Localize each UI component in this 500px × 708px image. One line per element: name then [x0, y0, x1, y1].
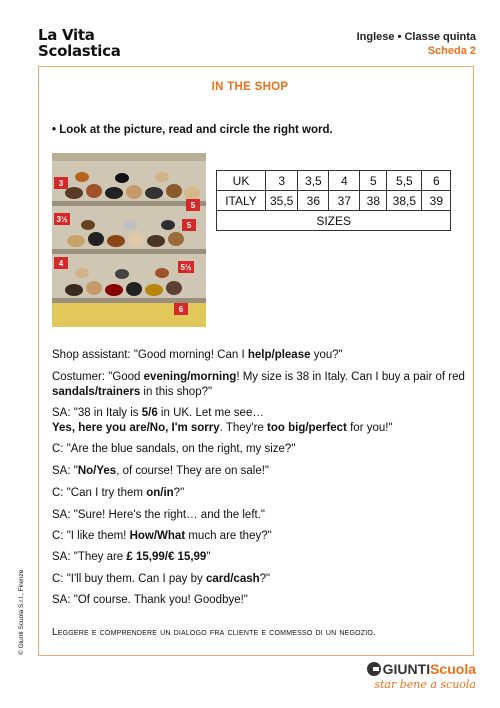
dialogue-text: C: "I'll buy them. Can I pay by — [52, 573, 206, 585]
table-cell: 37 — [329, 191, 360, 211]
sheet-header — [357, 30, 476, 58]
word-choice[interactable]: 5/6 — [141, 407, 158, 419]
dialogue-text: in UK. Let me see… — [157, 407, 264, 419]
table-cell: 3,5 — [298, 171, 329, 191]
word-choice[interactable]: help/please — [247, 349, 311, 361]
dialogue-text: you?" — [310, 349, 343, 361]
word-choice[interactable]: card/cash — [205, 573, 260, 585]
word-choice[interactable]: No/Yes — [77, 465, 117, 477]
size-tag-2: 5 — [186, 221, 192, 230]
copyright-notice: © Giunti Scuola S.r.l., Firenze — [18, 569, 25, 655]
table-cell: 36 — [298, 191, 329, 211]
instruction: • Look at the picture, read and circle the right word. — [52, 124, 333, 136]
publisher-name — [367, 661, 476, 677]
word-choice[interactable]: too big/perfect — [267, 422, 347, 434]
dialogue-text: Costumer: "Good — [52, 371, 144, 383]
size-conversion-table — [216, 170, 451, 231]
magazine-logo — [38, 27, 121, 59]
word-choice[interactable]: Yes, here you are/No, I'm sorry — [52, 422, 220, 434]
dialogue-text: , of course! They are on sale!" — [116, 465, 270, 477]
dialogue-text: ?" — [259, 573, 271, 585]
table-cell: 4 — [329, 171, 360, 191]
word-choice[interactable]: on/in — [146, 487, 174, 499]
dialogue-text: SA: "38 in Italy is — [52, 407, 142, 419]
dialogue-text: SA: " — [52, 465, 78, 477]
table-cell: ITALY — [217, 191, 266, 211]
dialogue-line-10 — [52, 572, 472, 587]
dialogue-text: much are they?" — [185, 530, 272, 542]
brand-name-1: GIUNTI — [382, 661, 431, 677]
uk-sizes-row — [217, 171, 451, 191]
worksheet-title: IN THE SHOP — [211, 81, 289, 93]
dialogue-line-3 — [52, 406, 472, 436]
dialogue-line-6 — [52, 486, 472, 501]
sizes-caption-row — [217, 211, 451, 231]
shoe-shop-photo — [52, 153, 206, 327]
dialogue-line-1 — [52, 348, 472, 363]
dialogue-text: Shop assistant: "Good morning! Can I — [52, 349, 248, 361]
table-caption: SIZES — [217, 211, 451, 231]
sheet-number: Scheda 2 — [427, 45, 476, 57]
dialogue-text: C: "Can I try them — [52, 487, 147, 499]
table-cell: 5,5 — [387, 171, 422, 191]
table-cell: 5 — [360, 171, 387, 191]
word-choice[interactable]: How/What — [129, 530, 186, 542]
dialogue-line-2 — [52, 370, 472, 400]
dialogue-text: . They're — [219, 422, 268, 434]
dialogue-line-9 — [52, 550, 472, 565]
dialogue-text: SA: "They are — [52, 551, 127, 563]
size-tag-4: 5 — [190, 201, 196, 210]
publisher-brand — [367, 661, 476, 691]
size-tag-6: 5½ — [180, 263, 192, 272]
brand-tagline: star bene a scuola — [374, 678, 476, 691]
size-tag-5: 4 — [58, 259, 64, 268]
logo-line-1: La Vita — [38, 26, 95, 44]
table-cell: 38,5 — [387, 191, 422, 211]
dialogue-text: ?" — [173, 487, 185, 499]
dialogue-line-11: SA: "Of course. Thank you! Goodbye!" — [52, 594, 248, 606]
dialogue-text: for you!" — [346, 422, 393, 434]
shoe-shelves-illustration — [52, 153, 206, 327]
table-cell: 3 — [266, 171, 298, 191]
dialogue-text: in this shop?" — [140, 386, 213, 398]
dialogue-line-4: C: "Are the blue sandals, on the right, my size?" — [52, 443, 296, 455]
subject-label: Inglese • Classe quinta — [356, 31, 476, 43]
italy-sizes-row — [217, 191, 451, 211]
logo-line-2: Scolastica — [38, 42, 121, 60]
table-cell: 6 — [422, 171, 451, 191]
dialogue-line-8 — [52, 529, 472, 544]
word-choice[interactable]: evening/morning — [143, 371, 237, 383]
dialogue-text: ! My size is 38 in Italy. Can I buy a pair of red — [236, 371, 465, 383]
table-cell: 39 — [422, 191, 451, 211]
table-cell: 38 — [360, 191, 387, 211]
size-tag-7: 6 — [178, 305, 184, 314]
table-cell: 35,5 — [266, 191, 298, 211]
size-tag-1: 3 — [58, 179, 64, 188]
brand-name-2: Scuola — [430, 661, 476, 677]
learning-goal: Leggere e comprendere un dialogo fra cliente e commesso di un negozio. — [52, 627, 376, 638]
dialogue-line-7: SA: "Sure! Here's the right… and the left." — [52, 509, 265, 521]
giunti-logo-icon — [367, 662, 381, 676]
word-choice[interactable]: sandals/trainers — [52, 386, 141, 398]
dialogue-line-5 — [52, 464, 472, 479]
word-choice[interactable]: £ 15,99/€ 15,99 — [126, 551, 207, 563]
table-cell: UK — [217, 171, 266, 191]
dialogue-text: C: "I like them! — [52, 530, 130, 542]
dialogue-text: " — [206, 551, 211, 563]
size-tag-3: 3½ — [56, 215, 68, 224]
